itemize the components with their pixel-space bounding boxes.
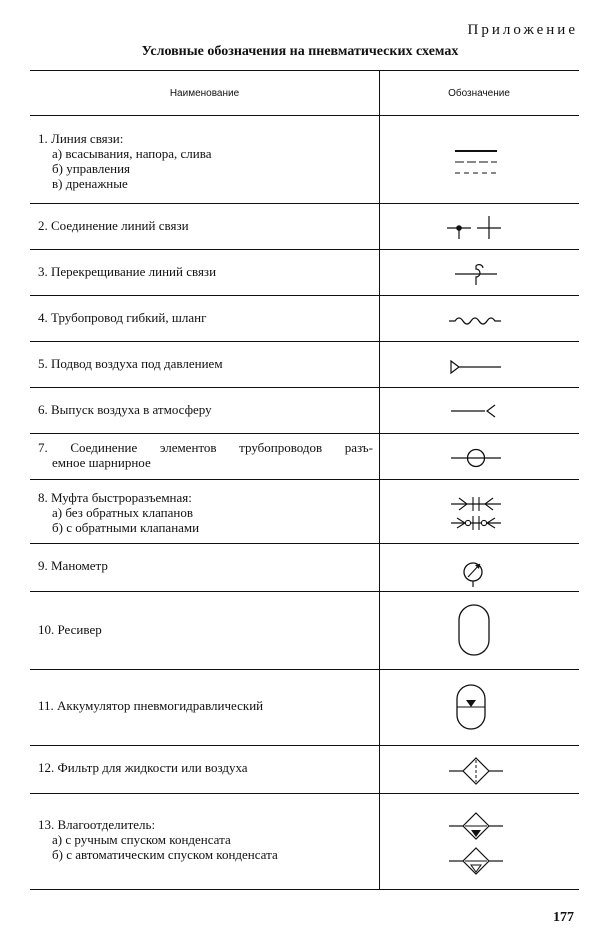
filter-icon — [379, 745, 579, 793]
table-row — [30, 249, 579, 296]
lines-solid-dashed-icon — [379, 115, 579, 203]
table-row — [30, 433, 579, 480]
row-name — [38, 622, 373, 637]
row-title: 7. Соединение элементов трубопроводов разъ- — [38, 440, 373, 455]
row-subitem: б) управления — [52, 161, 131, 176]
row-title: 4. Трубопровод гибкий, шланг — [38, 310, 207, 325]
row-title: 1. Линия связи: — [38, 131, 124, 146]
page-title: Условные обозначения на пневматических схемах — [141, 44, 459, 59]
column-header-symbol: Обозначение — [448, 88, 510, 99]
row-title: 10. Ресивер — [38, 622, 102, 637]
row-name — [38, 698, 373, 713]
row-name — [38, 760, 373, 775]
receiver-icon — [379, 591, 579, 669]
accumulator-icon — [379, 669, 579, 745]
table-row — [30, 387, 579, 434]
table-row — [30, 793, 579, 889]
row-title: 13. Влагоотделитель: — [38, 817, 156, 832]
row-title: 6. Выпуск воздуха в атмосферу — [38, 402, 212, 417]
row-title: 5. Подвод воздуха под давлением — [38, 356, 223, 371]
symbols-table — [30, 70, 579, 890]
row-title: 11. Аккумулятор пневмогидравлический — [38, 698, 264, 713]
table-row — [30, 591, 579, 670]
row-name — [38, 558, 373, 573]
row-title: 8. Муфта быстроразъемная: — [38, 490, 192, 505]
row-title: 3. Перекрещивание линий связи — [38, 264, 217, 279]
table-row — [30, 341, 579, 388]
pressure-gauge-icon — [379, 543, 579, 591]
air-exhaust-icon — [379, 387, 579, 433]
table-row — [30, 295, 579, 342]
row-title: 12. Фильтр для жидкости или воздуха — [38, 760, 248, 775]
quick-coupling-icon — [379, 479, 579, 543]
row-subitem: в) дренажные — [52, 176, 128, 191]
row-subitem: а) без обратных клапанов — [52, 505, 194, 520]
appendix-label: Приложение — [467, 22, 578, 38]
row-title: 9. Манометр — [38, 558, 108, 573]
line-crossing-icon — [379, 249, 579, 295]
table-row — [30, 745, 579, 794]
row-name — [38, 310, 373, 325]
row-title: 2. Соединение линий связи — [38, 218, 189, 233]
row-name — [38, 131, 373, 191]
table-row — [30, 669, 579, 746]
row-subitem: а) с ручным спуском конденсата — [52, 832, 231, 847]
row-name — [38, 817, 373, 862]
table-row — [30, 543, 579, 592]
flexible-hose-icon — [379, 295, 579, 341]
page-number: 177 — [553, 910, 574, 925]
row-subitem: а) всасывания, напора, слива — [52, 146, 212, 161]
row-name — [38, 218, 373, 233]
air-supply-icon — [379, 341, 579, 387]
table-row — [30, 479, 579, 544]
row-name — [38, 356, 373, 371]
column-header-name: Наименование — [169, 88, 240, 99]
table-row — [30, 203, 579, 250]
row-name — [38, 402, 373, 417]
row-subitem: б) с автоматическим спуском конденсата — [52, 847, 278, 862]
water-separator-icon — [379, 793, 579, 889]
row-subitem: б) с обратными клапанами — [52, 520, 200, 535]
table-header — [30, 71, 579, 116]
table-row — [30, 115, 579, 204]
line-junction-icon — [379, 203, 579, 249]
swivel-joint-icon — [379, 433, 579, 479]
row-name — [38, 264, 373, 279]
row-name — [38, 490, 373, 535]
row-subitem: емное шарнирное — [52, 455, 151, 470]
row-name — [38, 440, 373, 470]
